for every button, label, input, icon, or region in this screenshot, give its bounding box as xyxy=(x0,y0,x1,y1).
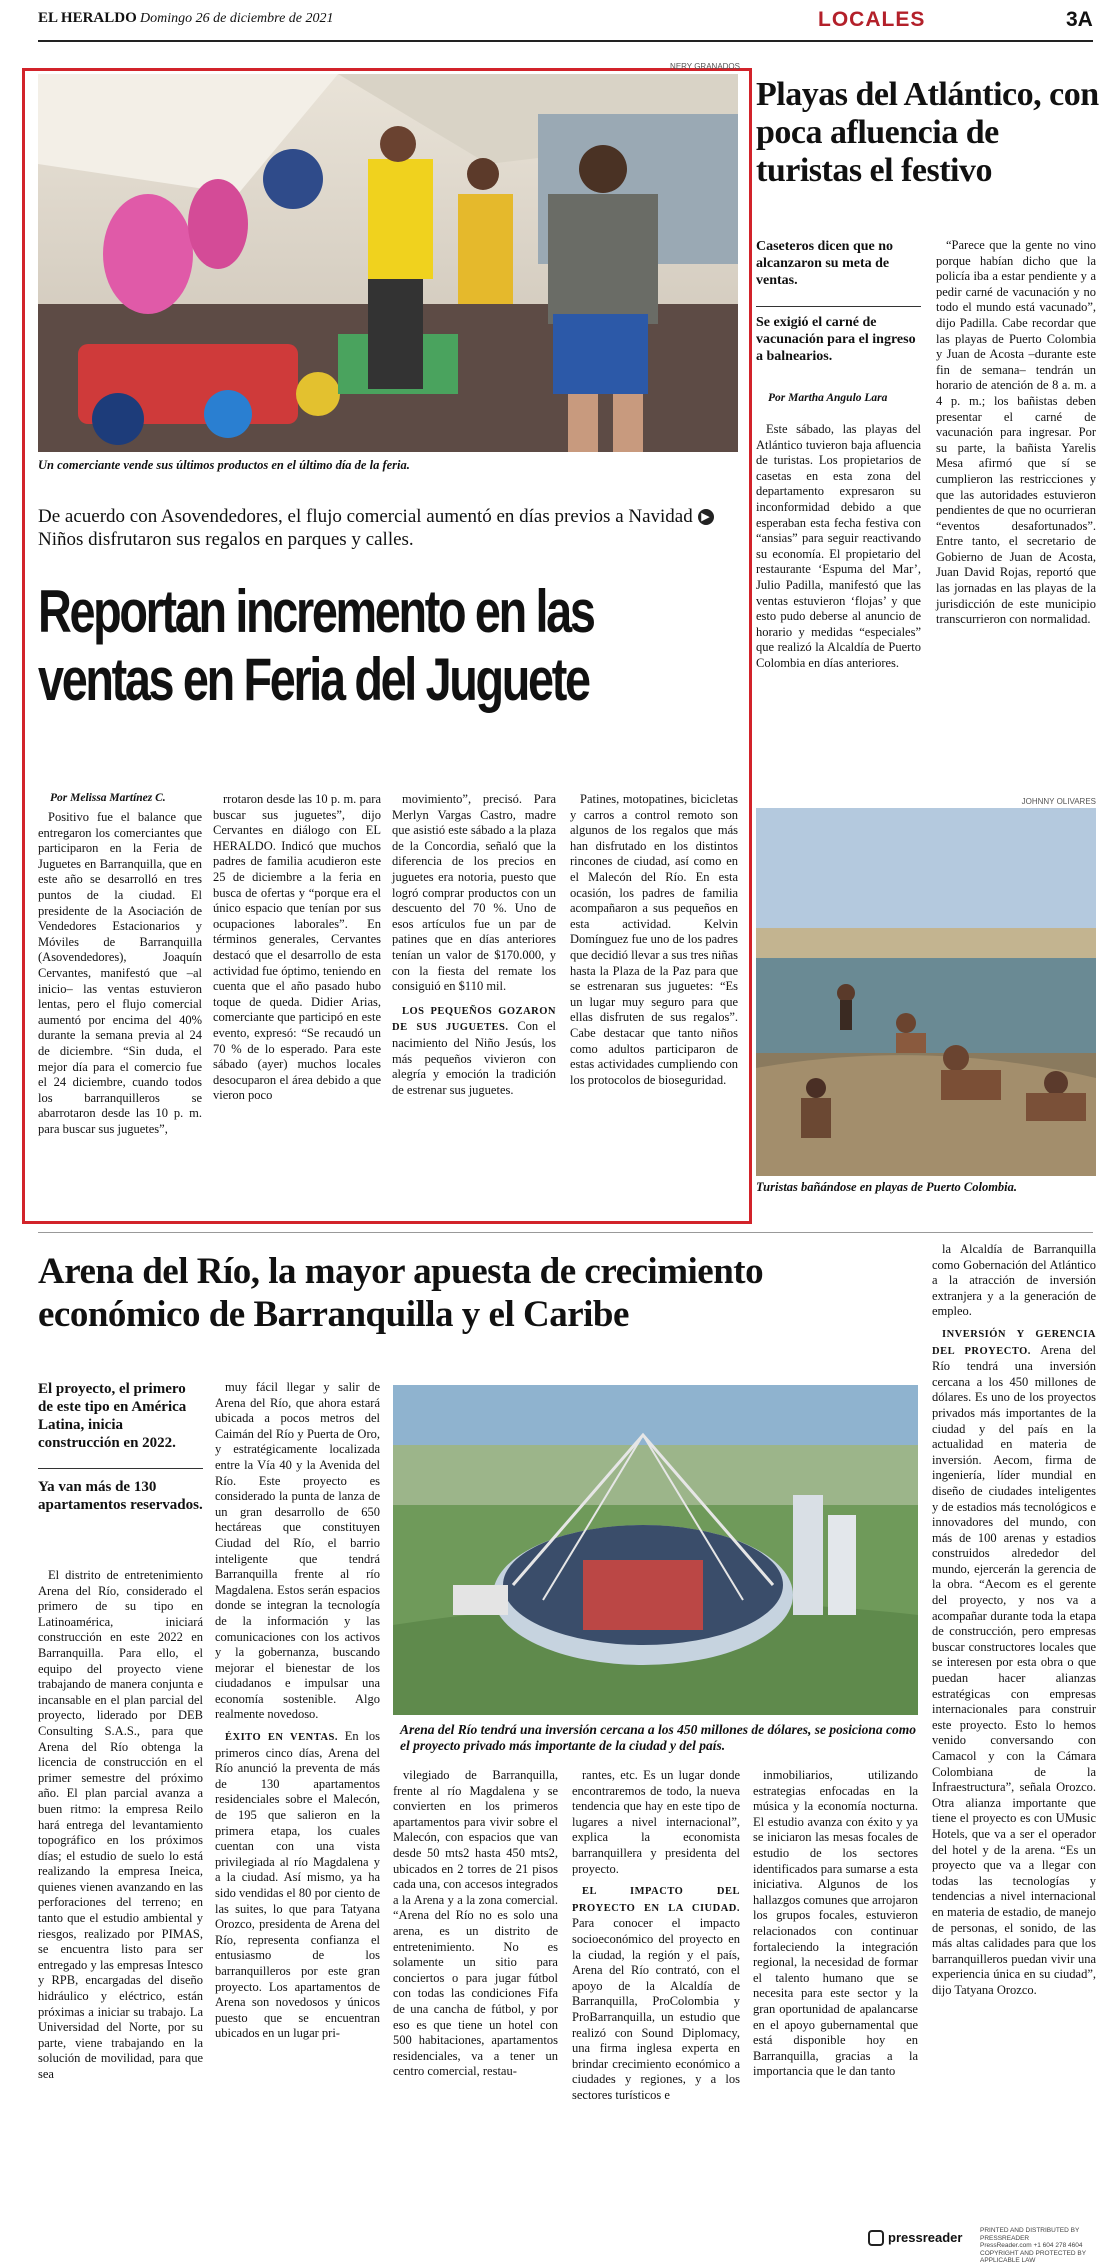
arena-column-3 xyxy=(393,1768,558,2080)
playas-column-1 xyxy=(756,422,921,672)
playas-headline: Playas del Atlántico, con poca afluencia de turistas el festivo xyxy=(756,76,1099,189)
arena-column-1 xyxy=(38,1568,203,2083)
feria-col1-text: Positivo fue el balance que entregaron los comerciantes que participaron en la Feria de Juguetes en Barranquilla, que en este año se desarrolló en tres puntos de la ciudad. El presidente de la Asociación de Vendedores Estacionarios y Móviles de Barranquilla (Asovendedores), Joaquín Cervantes, manifestó que –al inicio– las ventas estuvieron lentas, pero el flujo comercial aumentó por encima del 40% durante la semana previa al 24 de diciembre. “Sin duda, el mejor día para el comercio fue el 24 diciembre, cuando todos los barranquilleros se abarrotaron desde las 10 p. m. para buscar sus juguetes”, xyxy=(38,810,202,1136)
arena-col5-text: inmobiliarios, utilizando estrategias enfocadas en la música y la economía nocturna. El estudio avanza con éxito y ya se iniciaron las mesas focales de estudio de los sectores identificados para sumarse a esta iniciativa. Algunos de los hallazgos comunes que arrojaron los grupos focales, estuvieron relacionados con continuar fortaleciendo la integración regional, la necesidad de formar el talento humano que se necesita para este sector y la gran oportunidad de apalancarse en el apoyo gubernamental que está disponible hoy en Barranquilla, gracias a la importancia que le dan tanto xyxy=(753,1768,918,2079)
section-divider xyxy=(38,1232,1093,1233)
feria-column-3 xyxy=(392,792,556,1098)
feria-col3-text-b: Con el nacimiento del Niño Jesús, los más pequeños vivieron con alegría y emoción la tradición de estrenar sus juguetes. xyxy=(392,1019,557,1097)
arena-column-5 xyxy=(753,1768,918,2080)
pressreader-footer xyxy=(868,2226,1098,2264)
section-name: LOCALES xyxy=(818,8,926,31)
playas-byline: Por Martha Angulo Lara xyxy=(768,392,888,404)
newspaper-brand: EL HERALDO xyxy=(38,10,137,26)
playas-column-2 xyxy=(936,238,1096,628)
photo-credit: NERY GRANADOS xyxy=(670,62,740,71)
beach-photo xyxy=(756,808,1096,1176)
arrow-right-icon: ▶ xyxy=(698,509,714,525)
footer-line-1: PRINTED AND DISTRIBUTED BY PRESSREADER xyxy=(980,2227,1080,2242)
arena-column-2 xyxy=(215,1380,380,2042)
feria-col3-text: movimiento”, precisó. Para Merlyn Vargas Castro, madre que asistió este sábado a la plaza de la Concordia, señaló que la diferencia de los precios en juguetes era notoria, puesto que logró comprar productos con un descuento del 70 %. Uno de esos artículos fue un par de patines que en días anteriores tenían un valor de $170.000, y con la fiesta del remate los consiguió en $110 mil. xyxy=(392,792,556,994)
playas-deck-1: Caseteros dicen que no alcanzaron su meta de ventas. xyxy=(756,239,894,288)
arena-col4-text: rantes, etc. Es un lugar donde encontraremos de todo, la nueva tendencia que hay en este tipo de lugares a nivel internacional”, explica la economista barranquillera y presidenta del proyecto. xyxy=(572,1768,740,1876)
header-rule xyxy=(38,40,1093,42)
photo-credit: JOHNNY OLIVARES xyxy=(1021,797,1096,806)
feria-deck xyxy=(38,505,738,551)
feria-col4-text: Patines, motopatines, bicicletas y carros a control remoto son algunos de los regalos que más han disfrutado en los distintos rincones de ciudad, así como en el Malecón del Río. En esta ocasión, los padres de familia acompañaron a sus pequeños en esta actividad. Kelvin Domínguez fue uno de los padres que decidió llevar a sus tres niñas hasta la Plaza de la Paz para que se estrenaran sus juguetes: “Es un lugar muy seguro para que ellas disfruten de sus regalos”. Cabe destacar que tanto niños como adultos participaron de estas actividades cumpliendo con los protocolos de bioseguridad. xyxy=(570,792,739,1087)
feria-col2-text: rrotaron desde las 10 p. m. para buscar sus juguetes”, dijo Cervantes en diálogo con EL HERALDO. Indicó que muchos padres de familia acudieron este 25 de diciembre a la feria en busca de ofertas y “porque era el único espacio que tenían por sus ocupaciones laborales”. En términos generales, Cervantes destacó que el desarrollo de esta actividad fue óptimo, teniendo en cuenta que el año pasado hubo toque de queda. Didier Arias, comerciante que participó en este evento, expresó: “Se recaudó un 70 % de lo esperado. Para este sábado (ayer) muchos locales desocuparon el área debido a que vieron poco xyxy=(213,792,381,1103)
deck-divider xyxy=(38,1468,203,1469)
beach-photo-caption: Turistas bañándose en playas de Puerto Colombia. xyxy=(756,1180,1018,1194)
playas-deck-2: Se exigió el carné de vacunación para el ingreso a balnearios. xyxy=(756,315,916,364)
feria-deck-2: Niños disfrutaron sus regalos en parques y calles. xyxy=(38,529,414,550)
deck-divider xyxy=(756,306,921,307)
footer-line-3: COPYRIGHT AND PROTECTED BY APPLICABLE LAW xyxy=(980,2249,1086,2264)
arena-col4-text-b: Para conocer el impacto socioeconómico del proyecto en la ciudad, la región y el país, Arena del Río contrató, con el apoyo de la Alcaldía de Barranquilla, ProColombia y ProBarranquilla, un estudio que realizó con Sound Diplomacy, una firma inglesa experta en brindar crecimiento económico a ciudades y regiones, y a los sectores turísticos e xyxy=(572,1916,740,2102)
feria-byline: Por Melissa Martínez C. xyxy=(50,792,166,804)
arena-deck-2: Ya van más de 130 apartamentos reservados. xyxy=(38,1479,203,1513)
arena-col2-text-b: En los primeros cinco días, Arena del Río anunció la preventa de más de 130 apartamentos residenciales sobre el Malecón, de 195 que salieron en la primera etapa, los cuales cuentan con una vista privilegiada al río Magdalena y a la ciudad. Así mismo, ya ha sido vendidas el 80 por ciento de las suites, lo que para Tatyana Orozco, presidenta de Arena del Río, representa confianza el entusiasmo de los barranquilleros por este gran proyecto. Los apartamentos de Arena son novedosos y únicos puesto que se encuentran ubicados en un lugar pri- xyxy=(215,1729,380,2041)
arena-column-6 xyxy=(932,1242,1096,1999)
playas-col2-text: “Parece que la gente no vino porque habían dicho que la policía iba a estar pendiente y a pedir carné de vacunación y no todo el mundo está vacunado”, dijo Padilla. Cabe recordar que las playas de Puerto Colombia y Juan de Acosta –durante este fin de semana– tendrán un horario de atención de 8 a. m. a 4 p. m.; los bañistas deben presentar el carné de vacunación para ingresar. Por su parte, la bañista Yarelis Mesa afirmó que sí se cumplieron las restricciones y que las autoridades estuvieron pendientes de que no ocurrieran “eventos desafortunados”. Entre tanto, el secretario de Gobierno de Juan de Acosta, Juan David Rojas, reportó que las jornadas en las playas de la jurisdicción de este municipio transcurrieron con normalidad. xyxy=(936,238,1096,627)
arena-col6-text: la Alcaldía de Barranquilla como Gobernación del Atlántico a la atracción de inversión extranjera y a la generación de empleo. xyxy=(932,1242,1096,1319)
arena-photo-caption: Arena del Río tendrá una inversión cercana a los 450 millones de dólares, se posiciona como el proyecto privado más importante de la ciudad y del país. xyxy=(400,1722,917,1753)
pressreader-logo: pressreader xyxy=(888,2230,963,2245)
arena-col4-subhead: EL IMPACTO DEL PROYECTO EN LA CIUDAD. xyxy=(572,1886,740,1914)
footer-line-2: PressReader.com +1 604 278 4604 xyxy=(980,2242,1083,2249)
playas-col1-text: Este sábado, las playas del Atlántico tuvieron baja afluencia de turistas. Los propietarios de casetas en esta zona del departamento expresaron su inconformidad debido a que esperaban esta fecha festiva con “ansias” para seguir reactivando su economía. El propietario del restaurante ‘Espuma del Mar’, Julio Padilla, manifestó que las ventas estuvieron ‘flojas’ y que esto pudo deberse al anuncio de horario y medidas “especiales” que realizó la Alcaldía de Puerto Colombia en días anteriores. xyxy=(756,422,921,670)
arena-headline: Arena del Río, la mayor apuesta de crecimiento económico de Barranquilla y el Caribe xyxy=(38,1251,764,1335)
pressreader-logo-icon xyxy=(868,2230,884,2246)
pressreader-notice xyxy=(980,2227,1098,2265)
arena-rendering xyxy=(393,1385,918,1715)
arena-col1-text: El distrito de entretenimiento Arena del Río, considerado el primero de su tipo en Latinoamérica, iniciará construcción en este 2022 en Barranquilla. Para ello, el equipo del proyecto viene trabajando de manera conjunta e incansable en el plan parcial del proyecto, liderado por DEB Consulting S.A.S., para que Arena del Río obtenga la licencia de construcción en el primer semestre del próximo año. El plan parcial avanza a buen ritmo: la empresa Reilo hará entrega del levantamiento topográfico en los próximos días; el estudio de suelo lo está realizando la empresa Ineica, quienes vienen avanzando en las perforaciones del terreno; en tanto que el estudio ambiental y riesgos, realizado por PIMAS, se encuentra listo para ser entregado y las empresas Intesco y RPB, encargadas del diseño hidráulico y eléctrico, están próximas a iniciar su trabajo. La Universidad del Norte, por su parte, viene trabajando en la solución de movilidad, para que sea xyxy=(38,1568,203,2081)
page-number: 3A xyxy=(1066,8,1093,31)
feria-column-2 xyxy=(213,792,381,1104)
feria-col3-subhead: LOS PEQUEÑOS GOZARON DE SUS JUGUETES. xyxy=(392,1005,556,1034)
arena-col2-text: muy fácil llegar y salir de Arena del Río, que ahora estará ubicada a pocos metros del Caimán del Río y Puerta de Oro, y estratégicamente localizada entre la Vía 40 y la Avenida del Río. Este proyecto es considerado la punta de lanza de un gran desarrollo de 650 hectáreas que constituyen Ciudad del Río, el barrio inteligente que tendrá Barranquilla frente al río Magdalena. Estos serán espacios donde se integran la tecnología de la información y las comunicaciones con los activos y la gobernanza, buscando mejorar el bienestar de los ciudadanos e impulsar una economía sostenible. Algo realmente novedoso. xyxy=(215,1380,380,1722)
toy-fair-photo xyxy=(38,74,738,452)
arena-col2-subhead: ÉXITO EN VENTAS. xyxy=(225,1732,338,1744)
arena-col3-text: vilegiado de Barranquilla, frente al río Magdalena y se convierten en los primeros apartamentos para vivir sobre el Malecón, con espacios que van desde 50 mts2 hasta 450 mts2, ubicados en 2 torres de 21 pisos cada una, con accesos integrados a la Arena y a la zona comercial. “Arena del Río no es solo una arena, es un distrito de entretenimiento. No es solamente un sitio para conciertos o para jugar fútbol con todas las condiciones Fifa de una cancha de fútbol, y por eso es que tiene un hotel con 500 habitaciones, apartamentos residenciales, va a tener un centro comercial, restau- xyxy=(393,1768,558,2079)
arena-col6-subhead: INVERSIÓN Y GERENCIA DEL PROYECTO. xyxy=(932,1328,1096,1357)
issue-date: Domingo 26 de diciembre de 2021 xyxy=(140,11,334,26)
arena-col6-text-b: Arena del Río tendrá una inversión cercana a los 450 millones de dólares. Es uno de los proyectos privados más importantes de la ciudad y del país en la actualidad en materia de inversión. Aecom, firma de ingeniería, líder mundial en diseño de ciudades inteligentes y de estadios más tecnológicos e innovadores del mundo, con más de 100 arenas y estadios construidos alrededor del mundo, ejercerán la gerencia de la obra. “Aecom es el gerente del proyecto, y nos va a acompañar durante toda la etapa de construcción, pero empresas buscar constructores locales que se interesen por esta obra o que puedan hacer alianzas estratégicas con empresas internacionales para construir este proyecto. Esto lo hemos venido conversando con Camacol y con la Cámara Colombiana de la Infraestructura”, señala Orozco. Otra alianza importante que tiene el proyecto es con UMusic Hotels, que va a ser el operador del hotel y de la arena. “Es un proyecto que va a llegar con todas las tecnologías y tendencias a nivel internacional en materia de estadio, de manejo de personas, el sonido, de las más altas calidades para que los barranquilleros puedan vivir una experiencia única en su ciudad”, dijo Tatyana Orozco. xyxy=(932,1342,1097,1997)
feria-column-1 xyxy=(38,810,202,1137)
feria-deck-1: De acuerdo con Asovendedores, el flujo comercial aumentó en días previos a Navidad xyxy=(38,506,693,527)
feria-column-4 xyxy=(570,792,738,1088)
feria-photo-caption: Un comerciante vende sus últimos productos en el último día de la feria. xyxy=(38,458,410,472)
feria-headline: Reportan incremento en las ventas en Feria del Juguete xyxy=(38,578,594,713)
arena-column-4 xyxy=(572,1768,740,2103)
arena-deck-1: El proyecto, el primero de este tipo en América Latina, inicia construcción en 2022. xyxy=(38,1381,187,1451)
